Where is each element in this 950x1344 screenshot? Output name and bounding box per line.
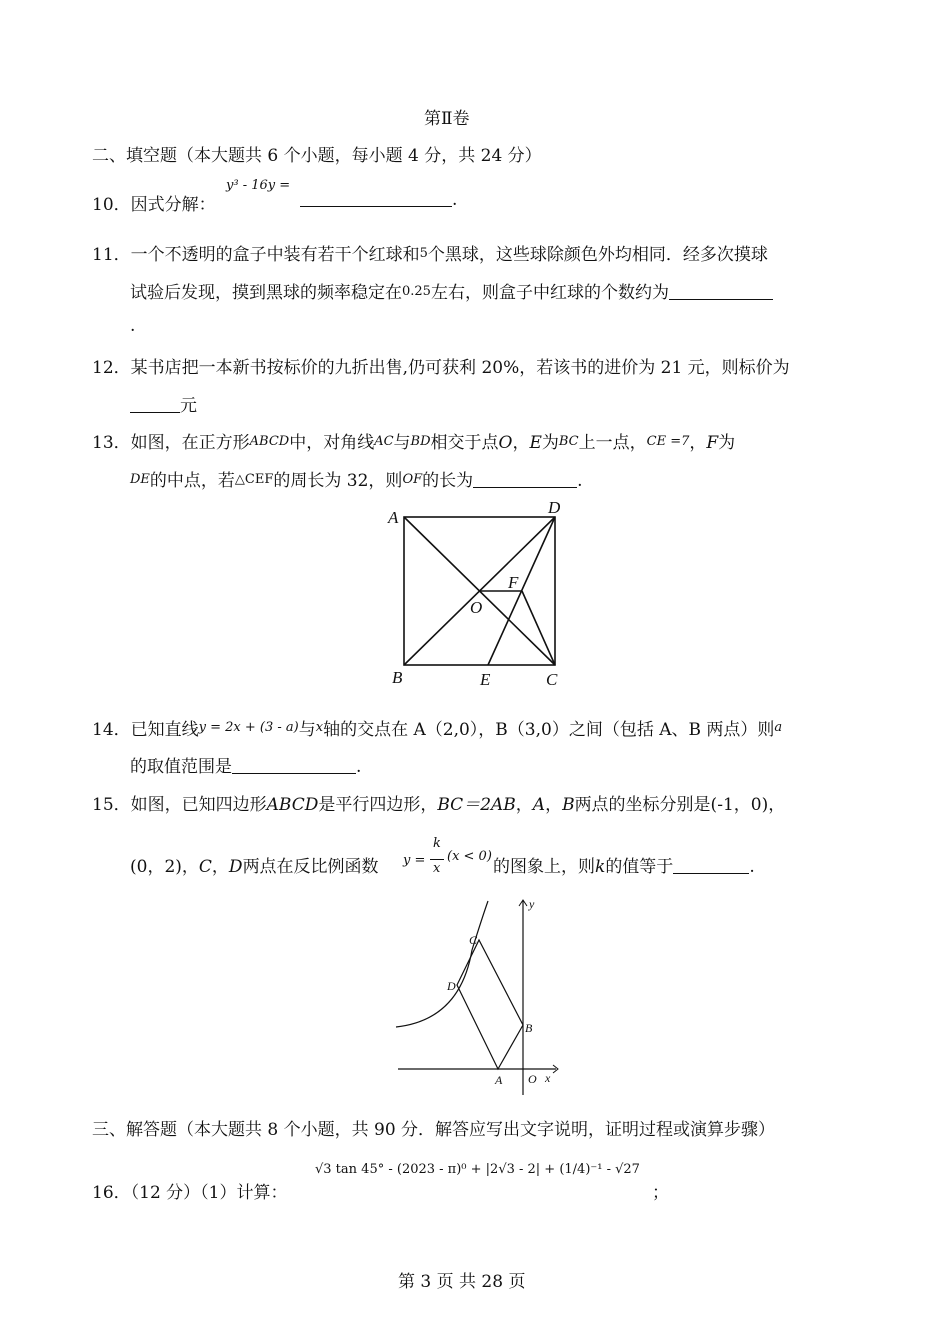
page-footer: 第 3 页 共 28 页: [398, 1272, 526, 1292]
part3-heading: 三、解答题（本大题共 8 个小题，共 90 分．解答应写出文字说明，证明过程或演算步骤）: [92, 1120, 776, 1140]
question-13-line1: 13．如图，在正方形ABCD中，对角线AC与BD相交于点O，E为BC上一点，CE =7，F为: [92, 433, 736, 453]
question-14-line1: 14．已知直线$^{y = 2x + (3 - a)}$与$^x$轴的交点在 A（2,0），B（3,0）之间（包括 A、B 两点）则$^a$: [92, 720, 783, 740]
question-14-line2: 的取值范围是 .: [130, 757, 362, 777]
section-title: 第Ⅱ卷: [424, 109, 470, 129]
question-15-line2-end: 的图象上，则k的值等于 .: [493, 857, 755, 877]
fig15-label-x: x: [545, 1071, 551, 1085]
q11-number: 11．: [92, 245, 131, 265]
question-12-line2: 元: [130, 391, 197, 416]
q11-end: .: [130, 316, 136, 336]
question-13-line2: DE的中点，若△CEF的周长为 32，则OF的长为 .: [130, 471, 583, 491]
figure-15-graph: [390, 895, 565, 1100]
fig13-label-e: E: [480, 670, 491, 689]
fig13-label-d: D: [548, 498, 561, 517]
fig15-label-a: A: [495, 1073, 503, 1087]
fig15-label-b: B: [525, 1021, 533, 1035]
question-11-line1: 11．一个不透明的盒子中装有若干个红球和5个黑球，这些球除颜色外均相同．经多次摸球: [92, 245, 768, 265]
question-15-line2: (0，2)，C，D两点在反比例函数: [130, 857, 379, 877]
part2-heading: 二、填空题（本大题共 6 个小题，每小题 4 分，共 24 分）: [92, 146, 542, 166]
fig15-label-d: D: [447, 979, 456, 993]
fig13-label-b: B: [392, 668, 403, 687]
q10-number: 10．: [92, 195, 131, 215]
hyperbola-curve: [396, 901, 488, 1027]
q10-text: 因式分解：: [130, 195, 216, 215]
figure-13-square: [380, 495, 580, 695]
question-16: 16．（12 分）（1）计算：: [92, 1183, 288, 1203]
question-15-line1: 15．如图，已知四边形ABCD是平行四边形，BC＝2AB，A，B两点的坐标分别是(-1，0)，: [92, 795, 786, 815]
fig15-label-y: y: [529, 897, 535, 911]
question-10: [92, 190, 216, 215]
q12-number: 12．: [92, 358, 131, 378]
question-11-line2: 试验后发现，摸到黑球的频率稳定在0.25左右，则盒子中红球的个数约为: [130, 278, 773, 303]
q16-expression: √3 tan 45° - (2023 - π)⁰ + |2√3 - 2| + (1/4)⁻¹ - √27: [315, 1162, 640, 1177]
fig15-label-c: C: [469, 933, 478, 947]
question-12-line1: 12．某书店把一本新书按标价的九折出售,仍可获利 20%，若该书的进价为 21 元，则标价为: [92, 358, 790, 378]
fig13-label-a: A: [388, 508, 399, 527]
segment-fc: [522, 591, 555, 665]
q10-expression: y³ - 16y =: [226, 178, 291, 193]
fig15-label-o: O: [528, 1072, 537, 1086]
fig13-label-c: C: [546, 670, 558, 689]
q16-end: ；: [652, 1183, 669, 1203]
parallelogram-abcd: [457, 940, 523, 1069]
q10-answer-line: .: [300, 190, 457, 210]
fig13-label-o: O: [470, 598, 483, 617]
fig13-label-f: F: [508, 573, 519, 592]
